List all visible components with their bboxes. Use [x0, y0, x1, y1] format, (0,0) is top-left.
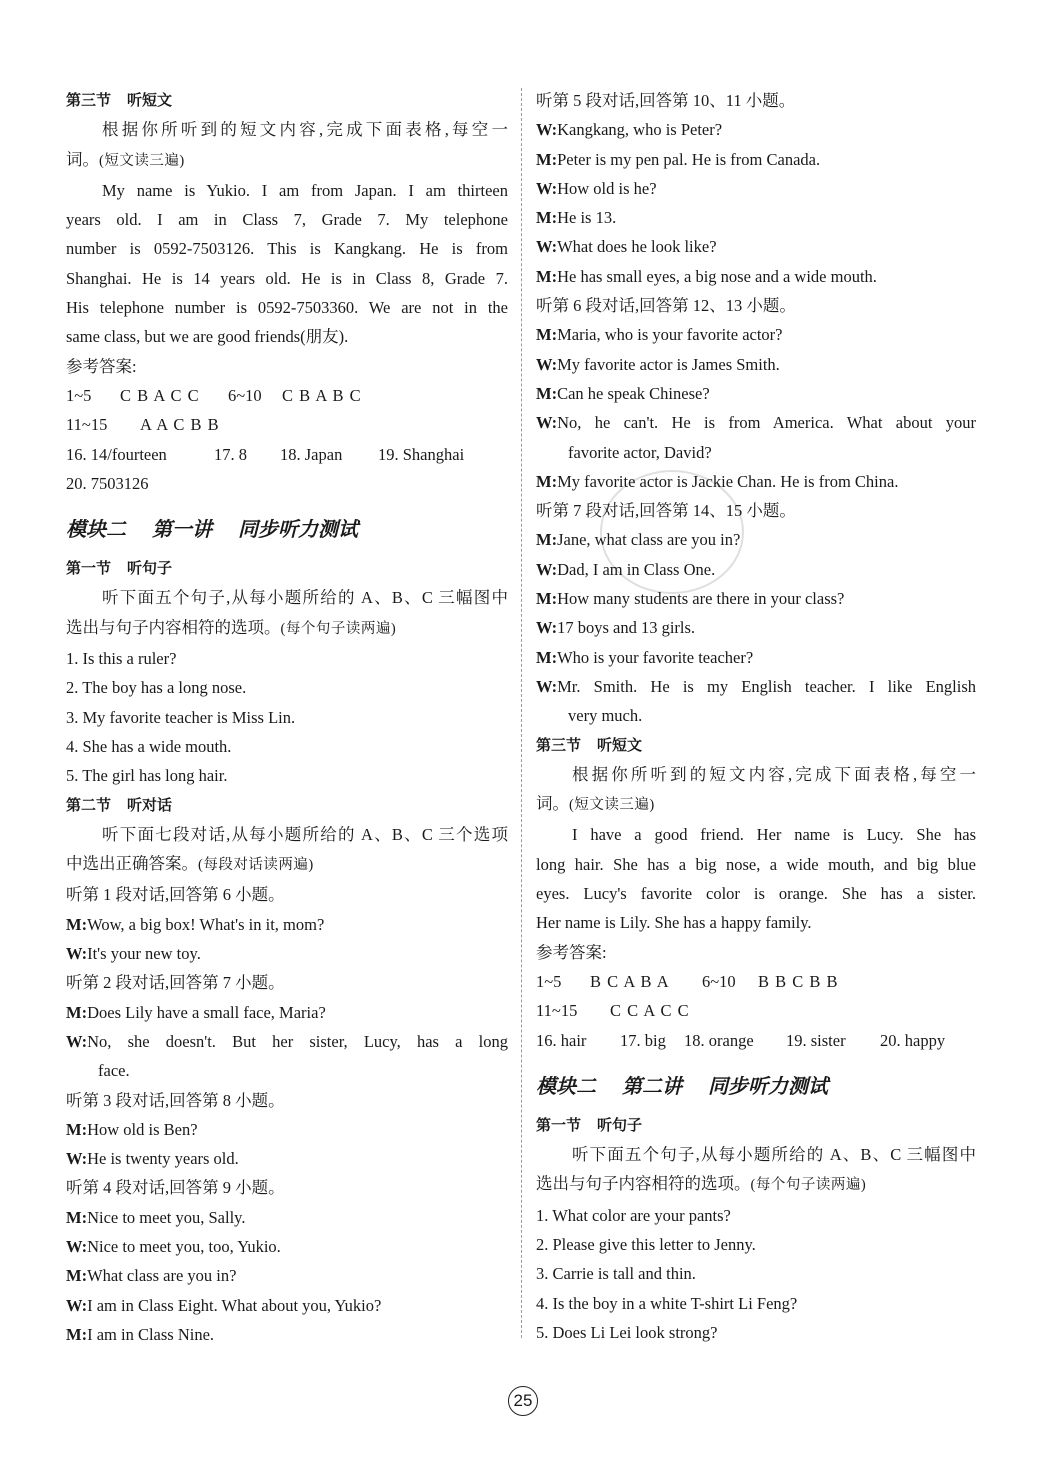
- sentence-item: 4. She has a wide mouth.: [66, 736, 232, 756]
- sentence-item: 2. The boy has a long nose.: [66, 678, 247, 698]
- passage-line: same class, but we are good friends(朋友).: [66, 327, 349, 347]
- dialogue-heading: 听第 2 段对话,回答第 7 小题。: [66, 973, 285, 993]
- dialogue-line: W:It's your new toy.: [66, 944, 201, 964]
- dialogue-line: W:My favorite actor is James Smith.: [536, 354, 780, 374]
- right-column: [536, 86, 976, 1347]
- answers-label: 参考答案:: [66, 356, 137, 376]
- dialogue-line: W:How old is he?: [536, 178, 657, 198]
- dialogue-line: M:How many students are there in your class?: [536, 589, 845, 609]
- dialogue-heading: 听第 3 段对话,回答第 8 小题。: [66, 1090, 285, 1110]
- section-heading: 第三节 听短文: [66, 91, 173, 109]
- answer-line: 1~5 C B A C C 6~10 C B A B C: [66, 385, 362, 405]
- page-number: 25: [508, 1386, 538, 1416]
- dialogue-line: M:Who is your favorite teacher?: [536, 647, 754, 667]
- passage-line: Shanghai. He is 14 years old. He is in Class 8, Grade 7.: [66, 268, 508, 288]
- passage-line: His telephone number is 0592-7503360. We are not in the: [66, 298, 508, 318]
- passage-line: number is 0592-7503126. This is Kangkang. He is from: [66, 239, 508, 259]
- dialogue-heading: 听第 1 段对话,回答第 6 小题。: [66, 885, 285, 905]
- answer-line: 1~5 B C A B A 6~10 B B C B B: [536, 971, 839, 991]
- passage-line: eyes. Lucy's favorite color is orange. She has a sister.: [536, 884, 976, 904]
- dialogue-line: M:Peter is my pen pal. He is from Canada.: [536, 149, 821, 169]
- answer-line: 16. 14/fourteen 17. 8 18. Japan 19. Shanghai: [66, 444, 465, 464]
- column-divider: [521, 88, 522, 1338]
- instruction-line: 选出与句子内容相符的选项。(每个句子读两遍): [536, 1174, 867, 1194]
- passage-line: I have a good friend. Her name is Lucy. She has: [572, 825, 976, 845]
- dialogue-heading: 听第 4 段对话,回答第 9 小题。: [66, 1178, 285, 1198]
- dialogue-line: W:Kangkang, who is Peter?: [536, 120, 723, 140]
- passage-line: Her name is Lily. She has a happy family.: [536, 913, 812, 933]
- dialogue-heading: 听第 5 段对话,回答第 10、11 小题。: [536, 91, 796, 110]
- answer-line: 20. 7503126: [66, 473, 149, 493]
- instruction-line: 词。(短文读三遍): [66, 149, 185, 169]
- sentence-item: 2. Please give this letter to Jenny.: [536, 1234, 756, 1254]
- passage-line: My name is Yukio. I am from Japan. I am thirteen: [102, 180, 508, 200]
- answer-line: 11~15 C C A C C: [536, 1001, 690, 1021]
- dialogue-line: M:Can he speak Chinese?: [536, 383, 710, 403]
- instruction-line: 听下面五个句子,从每小题所给的 A、B、C 三幅图中: [572, 1145, 976, 1165]
- dialogue-line-cont: face.: [98, 1061, 130, 1081]
- section-heading: 第一节 听句子: [536, 1115, 643, 1134]
- left-column: [66, 86, 508, 1349]
- dialogue-line: M:I am in Class Nine.: [66, 1324, 215, 1344]
- dialogue-line: M:Wow, a big box! What's in it, mom?: [66, 914, 325, 934]
- dialogue-line: W:He is twenty years old.: [66, 1149, 239, 1169]
- dialogue-line-cont: favorite actor, David?: [568, 442, 712, 462]
- passage-line: long hair. She has a big nose, a wide mouth, and big blue: [536, 854, 976, 874]
- instruction-line: 听下面七段对话,从每小题所给的 A、B、C 三个选项: [102, 824, 508, 844]
- instruction-line: 根据你所听到的短文内容,完成下面表格,每空一: [102, 120, 508, 140]
- sentence-item: 5. Does Li Lei look strong?: [536, 1322, 718, 1342]
- module-heading: 模块二 第一讲 同步听力测试: [66, 517, 358, 542]
- section-heading: 第二节 听对话: [66, 795, 173, 814]
- dialogue-line: M:Maria, who is your favorite actor?: [536, 325, 783, 345]
- dialogue-heading: 听第 7 段对话,回答第 14、15 小题。: [536, 501, 796, 521]
- answers-label: 参考答案:: [536, 942, 607, 962]
- dialogue-line: M:What class are you in?: [66, 1266, 237, 1286]
- sentence-item: 1. Is this a ruler?: [66, 649, 177, 669]
- section-heading: 第三节 听短文: [536, 735, 643, 754]
- sentence-item: 4. Is the boy in a white T-shirt Li Feng?: [536, 1293, 798, 1313]
- instruction-line: 听下面五个句子,从每小题所给的 A、B、C 三幅图中: [102, 588, 508, 608]
- dialogue-line: M:Jane, what class are you in?: [536, 530, 741, 550]
- dialogue-line: W:No, she doesn't. But her sister, Lucy, has a long: [66, 1031, 508, 1051]
- dialogue-line: M:My favorite actor is Jackie Chan. He is from China.: [536, 471, 899, 491]
- dialogue-line: W:No, he can't. He is from America. What about your: [536, 413, 976, 433]
- passage-line: years old. I am in Class 7, Grade 7. My telephone: [66, 210, 508, 230]
- sentence-item: 5. The girl has long hair.: [66, 766, 228, 786]
- dialogue-line: W:I am in Class Eight. What about you, Yukio?: [66, 1295, 382, 1315]
- dialogue-line: M:Does Lily have a small face, Maria?: [66, 1002, 326, 1022]
- dialogue-line: W:What does he look like?: [536, 237, 717, 257]
- dialogue-line: M:He has small eyes, a big nose and a wide mouth.: [536, 266, 877, 286]
- instruction-line: 根据你所听到的短文内容,完成下面表格,每空一: [572, 764, 976, 784]
- instruction-line: 中选出正确答案。(每段对话读两遍): [66, 854, 314, 874]
- dialogue-line: W:Dad, I am in Class One.: [536, 559, 716, 579]
- instruction-line: 选出与句子内容相符的选项。(每个句子读两遍): [66, 617, 397, 637]
- dialogue-heading: 听第 6 段对话,回答第 12、13 小题。: [536, 296, 796, 316]
- dialogue-line: M:Nice to meet you, Sally.: [66, 1207, 246, 1227]
- answer-line: 11~15 A A C B B: [66, 415, 220, 435]
- sentence-item: 3. My favorite teacher is Miss Lin.: [66, 707, 296, 727]
- sentence-item: 3. Carrie is tall and thin.: [536, 1264, 696, 1284]
- sentence-item: 1. What color are your pants?: [536, 1205, 731, 1225]
- dialogue-line: M:How old is Ben?: [66, 1119, 198, 1139]
- dialogue-line: M:He is 13.: [536, 208, 617, 228]
- dialogue-line: W:17 boys and 13 girls.: [536, 618, 696, 638]
- dialogue-line-cont: very much.: [568, 706, 643, 726]
- instruction-line: 词。(短文读三遍): [536, 794, 655, 814]
- dialogue-line: W:Mr. Smith. He is my English teacher. I like English: [536, 676, 976, 696]
- section-heading: 第一节 听句子: [66, 559, 173, 578]
- answer-line: 16. hair 17. big 18. orange 19. sister 20. happy: [536, 1030, 946, 1050]
- module-heading: 模块二 第二讲 同步听力测试: [536, 1073, 828, 1098]
- dialogue-line: W:Nice to meet you, too, Yukio.: [66, 1236, 281, 1256]
